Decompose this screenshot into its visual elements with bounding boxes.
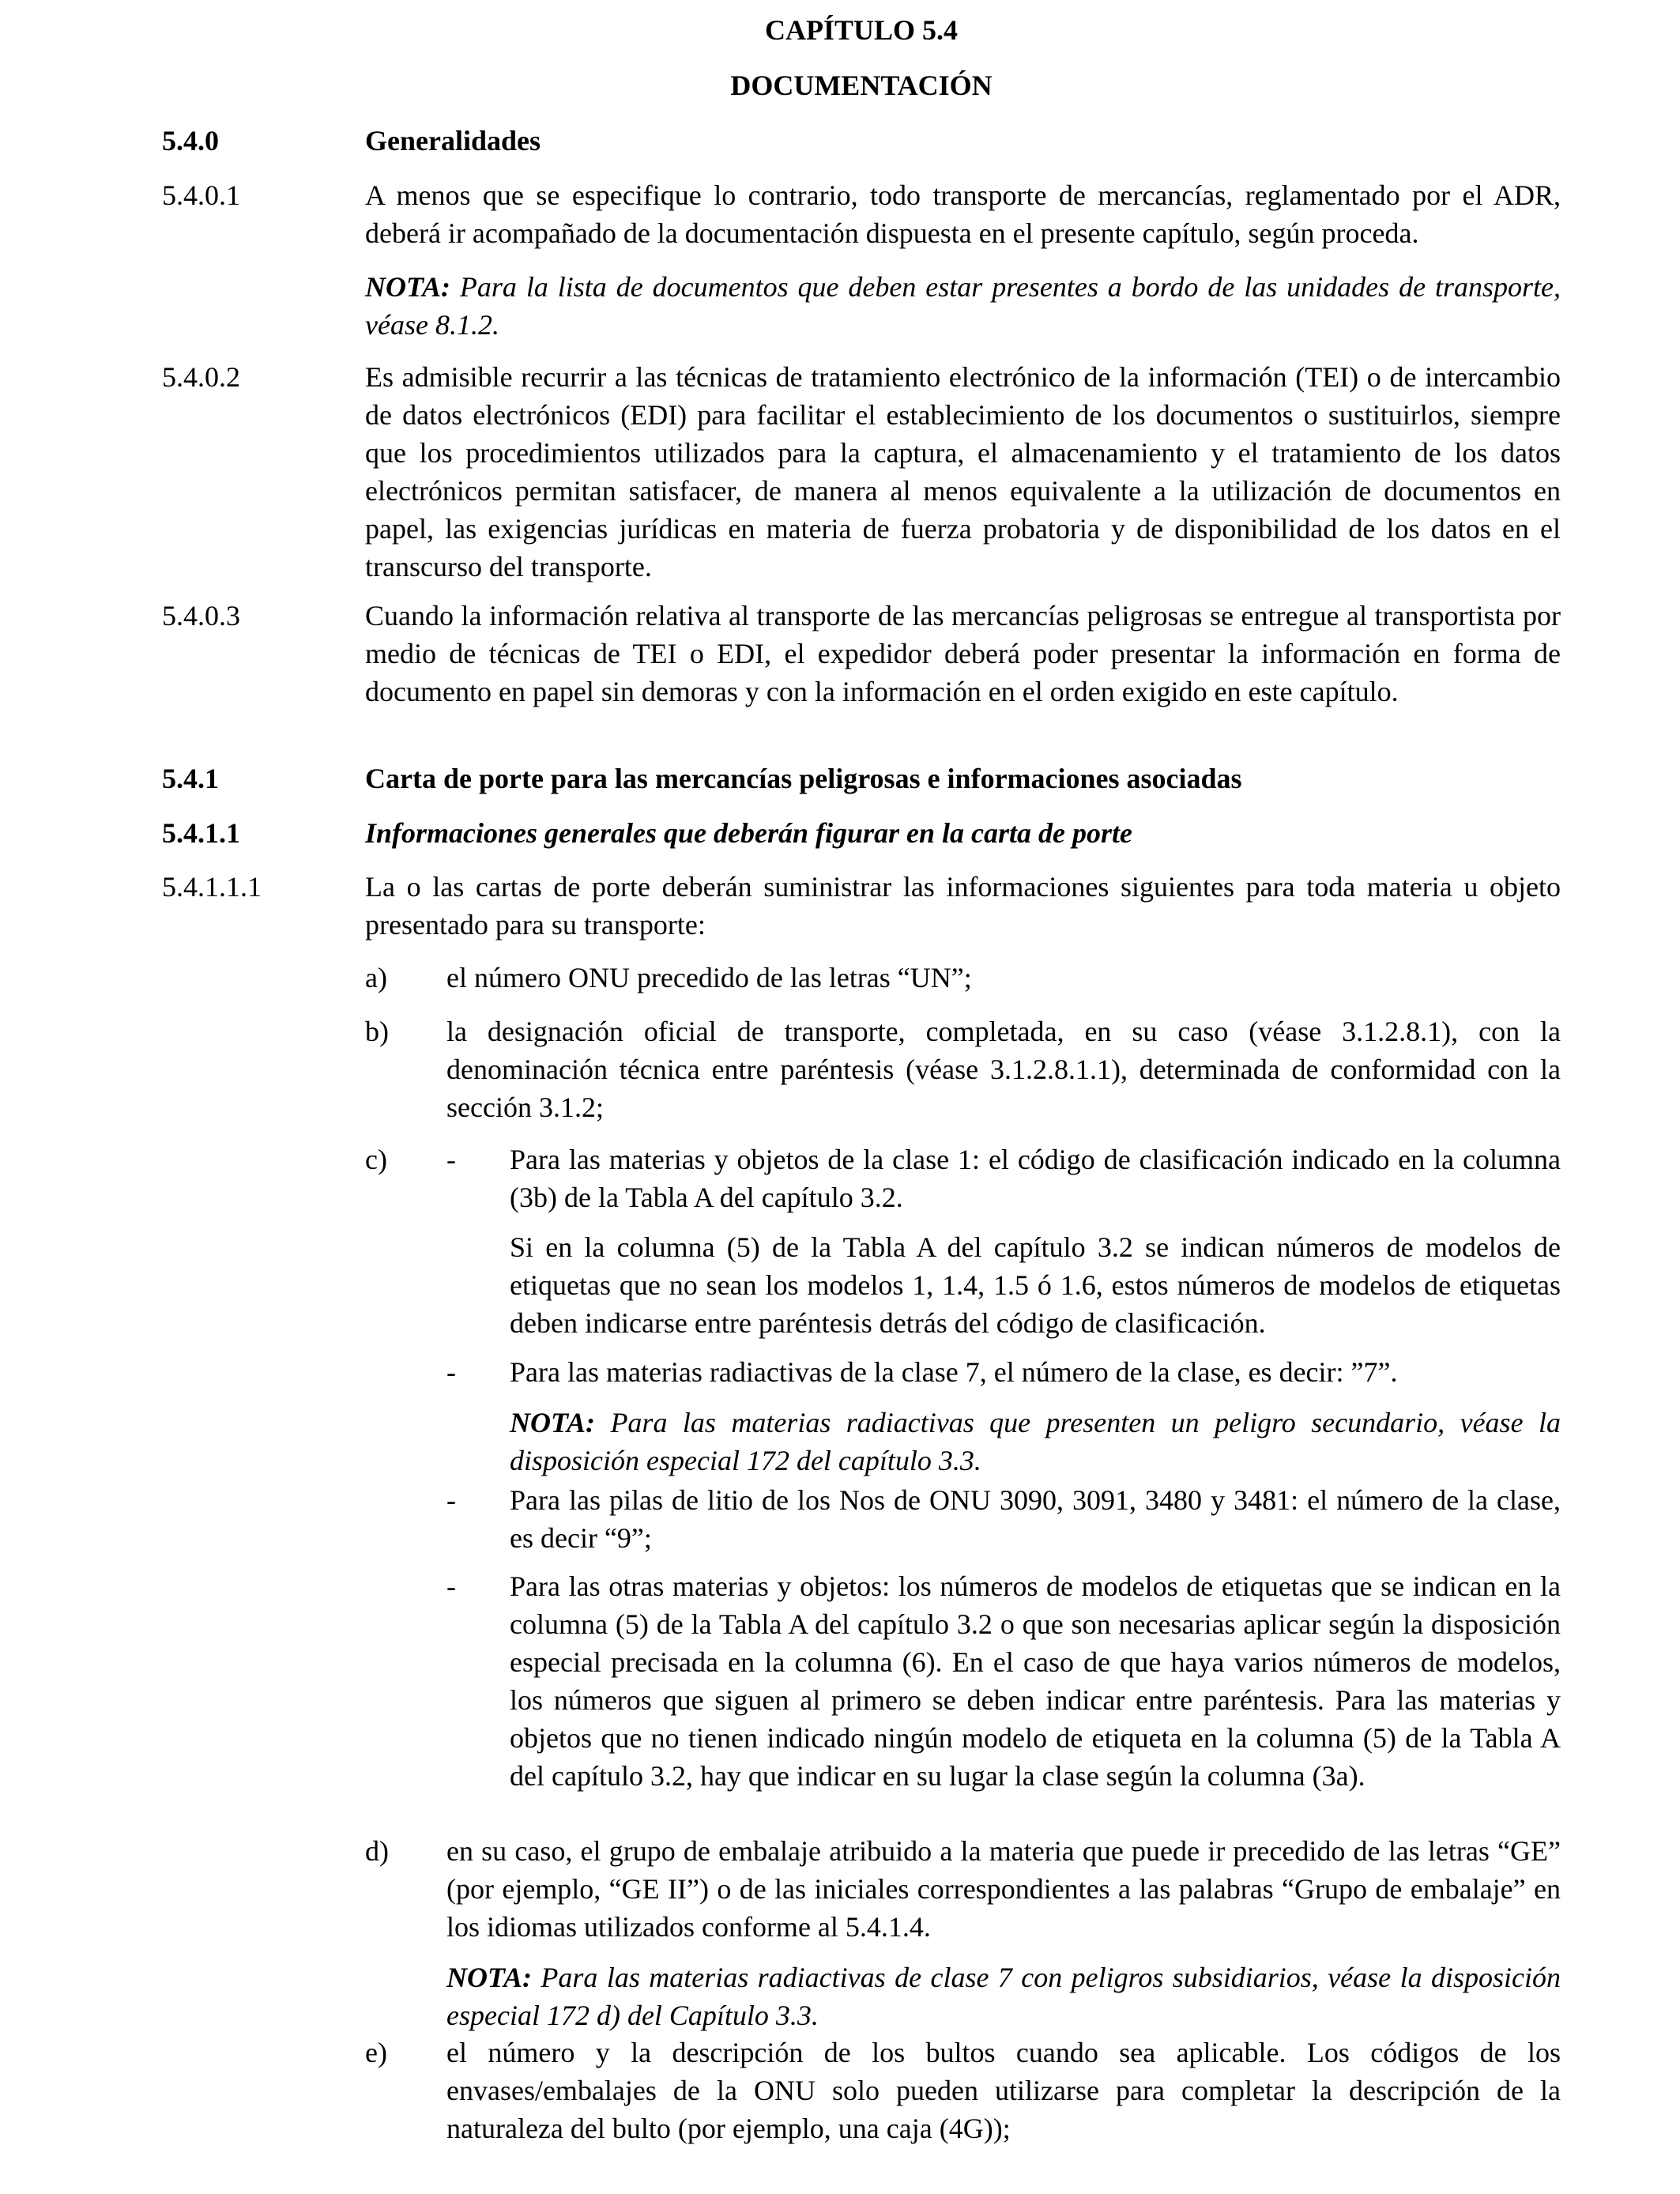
list-letter: d) xyxy=(365,1835,389,1867)
section-title: Generalidades xyxy=(365,125,541,156)
dash-bullet: - xyxy=(446,1484,456,1516)
chapter-title: DOCUMENTACIÓN xyxy=(730,70,993,101)
paragraph-number: 5.4.0.3 xyxy=(162,600,240,631)
note-label: NOTA: xyxy=(510,1407,595,1438)
section-number: 5.4.1.1 xyxy=(162,817,240,849)
dash-bullet: - xyxy=(446,1356,456,1388)
chapter-number: CAPÍTULO 5.4 xyxy=(764,14,959,46)
paragraph-text: La o las cartas de porte deberán suministrar las informaciones siguientes para toda materia u objeto presentado para su transporte: xyxy=(365,871,1561,941)
section-title: Carta de porte para las mercancías peligrosas e informaciones asociadas xyxy=(365,763,1242,794)
list-letter: b) xyxy=(365,1016,389,1047)
dash-text-continuation: Si en la columna (5) de la Tabla A del capítulo 3.2 se indican números de modelos de etiquetas que no sean los modelos 1, 1.4, 1.5 ó 1.6, estos números de modelos de etiquetas deben indicarse entre paréntesis detrás del código de clasificación. xyxy=(510,1231,1561,1339)
dash-text: Para las otras materias y objetos: los números de modelos de etiquetas que se indican en la columna (5) de la Tabla A del capítulo 3.2 o que son necesarias aplicar según la disposición especial precisada en la columna (6). En el caso de que haya varios números de modelos, los números que siguen al primero se deben indicar entre paréntesis. Para las materias y objetos que no tienen indicado ningún modelo de etiqueta en la columna (5) de la Tabla A del capítulo 3.2, hay que indicar en su lugar la clase según la columna (3a). xyxy=(510,1570,1561,1792)
dash-text: Para las materias y objetos de la clase 1: el código de clasificación indicado en la columna (3b) de la Tabla A del capítulo 3.2. xyxy=(510,1144,1561,1213)
note-text: NOTA: Para la lista de documentos que deben estar presentes a bordo de las unidades de transporte, véase 8.1.2. xyxy=(365,271,1561,341)
paragraph-number: 5.4.0.2 xyxy=(162,361,240,393)
list-text: en su caso, el grupo de embalaje atribuido a la materia que puede ir precedido de las letras “GE” (por ejemplo, “GE II”) o de las iniciales correspondientes a las palabras “Grupo de embalaje” en los idiomas utilizados conforme al 5.4.1.4. xyxy=(446,1835,1561,1943)
dash-bullet: - xyxy=(446,1570,456,1602)
list-letter: e) xyxy=(365,2037,387,2068)
list-text: la designación oficial de transporte, completada, en su caso (véase 3.1.2.8.1), con la denominación técnica entre paréntesis (véase 3.1.2.8.1.1), determinada de conformidad con la sección 3.1.2; xyxy=(446,1016,1561,1123)
note-text: NOTA: Para las materias radiactivas que presenten un peligro secundario, véase la disposición especial 172 del capítulo 3.3. xyxy=(510,1407,1561,1476)
note-label: NOTA: xyxy=(446,1962,532,1993)
list-letter: c) xyxy=(365,1144,387,1175)
section-title: Informaciones generales que deberán figurar en la carta de porte xyxy=(365,817,1132,849)
paragraph-number: 5.4.1.1.1 xyxy=(162,871,262,903)
list-text: el número ONU precedido de las letras “UN”; xyxy=(446,962,972,993)
dash-text: Para las materias radiactivas de la clase 7, el número de la clase, es decir: ”7”. xyxy=(510,1356,1398,1388)
paragraph-text: A menos que se especifique lo contrario, todo transporte de mercancías, reglamentado por el ADR, deberá ir acompañado de la documentación dispuesta en el presente capítulo, según proceda. xyxy=(365,179,1561,249)
list-letter: a) xyxy=(365,962,387,993)
list-text: el número y la descripción de los bultos cuando sea aplicable. Los códigos de los envases/embalajes de la ONU solo pueden utilizarse para completar la descripción de la naturaleza del bulto (por ejemplo, una caja (4G)); xyxy=(446,2037,1561,2144)
section-number: 5.4.0 xyxy=(162,125,219,156)
note-label: NOTA: xyxy=(365,271,450,303)
dash-bullet: - xyxy=(446,1144,456,1175)
paragraph-text: Cuando la información relativa al transporte de las mercancías peligrosas se entregue al transportista por medio de técnicas de TEI o EDI, el expedidor deberá poder presentar la información en forma de documento en papel sin demoras y con la información en el orden exigido en este capítulo. xyxy=(365,600,1561,707)
paragraph-text: Es admisible recurrir a las técnicas de tratamiento electrónico de la información (TEI) o de intercambio de datos electrónicos (EDI) para facilitar el establecimiento de los documentos o sustituirlos, siempre que los procedimientos utilizados para la captura, el almacenamiento y el tratamiento de los datos electrónicos permitan satisfacer, de manera al menos equivalente a la utilización de documentos en papel, las exigencias jurídicas en materia de fuerza probatoria y de disponibilidad de los datos en el transcurso del transporte. xyxy=(365,361,1561,582)
paragraph-number: 5.4.0.1 xyxy=(162,179,240,211)
section-number: 5.4.1 xyxy=(162,763,219,794)
note-text: NOTA: Para las materias radiactivas de clase 7 con peligros subsidiarios, véase la disposición especial 172 d) del Capítulo 3.3. xyxy=(446,1962,1561,2031)
dash-text: Para las pilas de litio de los Nos de ONU 3090, 3091, 3480 y 3481: el número de la clase, es decir “9”; xyxy=(510,1484,1561,1554)
